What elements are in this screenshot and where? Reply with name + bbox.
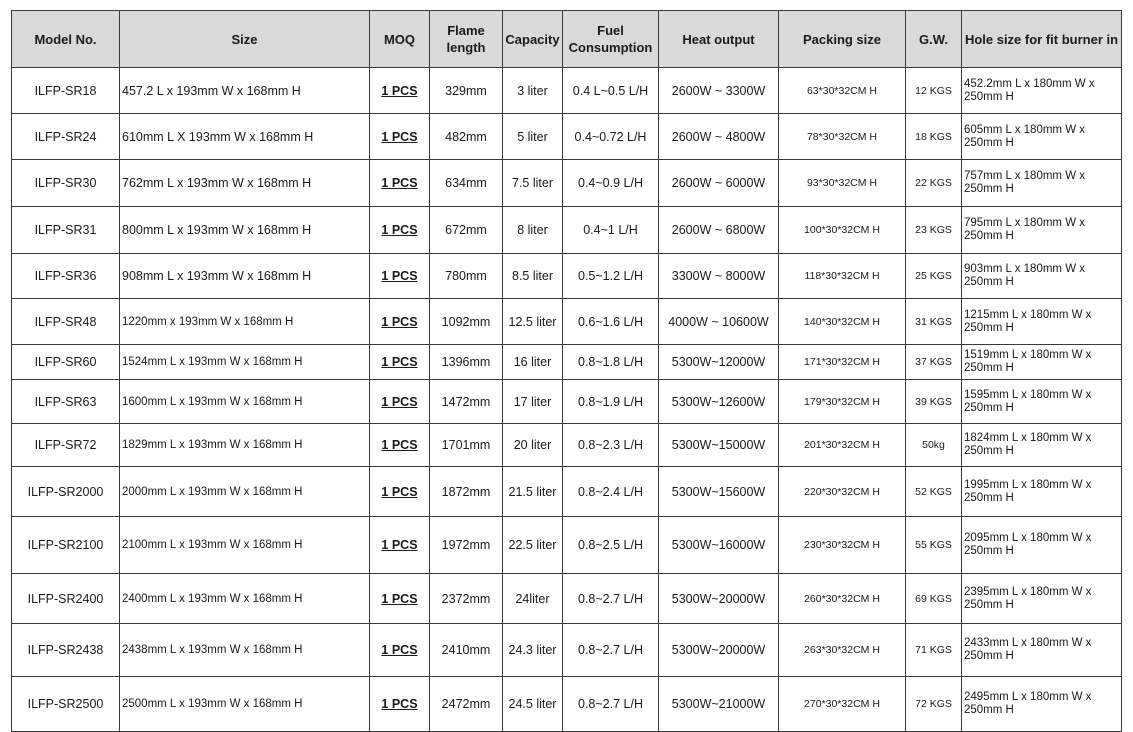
cell-capacity: 24.5 liter	[503, 677, 563, 732]
table-row	[12, 207, 1122, 254]
cell-flame-length: 672mm	[430, 207, 503, 254]
table-row	[12, 624, 1122, 677]
header-gw: G.W.	[906, 11, 962, 68]
table-row	[12, 424, 1122, 467]
cell-size: 1829mm L x 193mm W x 168mm H	[120, 424, 370, 467]
cell-model: ILFP-SR2100	[12, 517, 120, 574]
cell-heat-output: 5300W~21000W	[659, 677, 779, 732]
cell-fuel-consumption: 0.8~2.7 L/H	[563, 677, 659, 732]
cell-model: ILFP-SR48	[12, 299, 120, 345]
cell-flame-length: 1701mm	[430, 424, 503, 467]
cell-gw: 52 KGS	[906, 467, 962, 517]
header-hole-size: Hole size for fit burner in	[962, 11, 1122, 68]
cell-moq: 1 PCS	[370, 574, 430, 624]
cell-heat-output: 3300W ~ 8000W	[659, 254, 779, 299]
cell-heat-output: 2600W ~ 3300W	[659, 68, 779, 114]
cell-size: 610mm L X 193mm W x 168mm H	[120, 114, 370, 160]
cell-capacity: 5 liter	[503, 114, 563, 160]
cell-packing-size: 118*30*32CM H	[779, 254, 906, 299]
cell-size: 2100mm L x 193mm W x 168mm H	[120, 517, 370, 574]
cell-moq: 1 PCS	[370, 677, 430, 732]
cell-capacity: 24liter	[503, 574, 563, 624]
cell-hole-size: 2395mm L x 180mm W x 250mm H	[962, 574, 1122, 624]
cell-capacity: 16 liter	[503, 345, 563, 380]
cell-packing-size: 220*30*32CM H	[779, 467, 906, 517]
cell-model: ILFP-SR63	[12, 380, 120, 424]
cell-gw: 31 KGS	[906, 299, 962, 345]
header-fuel-consumption: Fuel Consumption	[563, 11, 659, 68]
cell-capacity: 24.3 liter	[503, 624, 563, 677]
cell-gw: 23 KGS	[906, 207, 962, 254]
cell-gw: 55 KGS	[906, 517, 962, 574]
header-size: Size	[120, 11, 370, 68]
cell-heat-output: 5300W~12000W	[659, 345, 779, 380]
cell-heat-output: 4000W ~ 10600W	[659, 299, 779, 345]
cell-fuel-consumption: 0.4 L~0.5 L/H	[563, 68, 659, 114]
cell-fuel-consumption: 0.8~2.3 L/H	[563, 424, 659, 467]
cell-hole-size: 1824mm L x 180mm W x 250mm H	[962, 424, 1122, 467]
cell-packing-size: 100*30*32CM H	[779, 207, 906, 254]
cell-moq: 1 PCS	[370, 299, 430, 345]
cell-model: ILFP-SR18	[12, 68, 120, 114]
header-packing-size: Packing size	[779, 11, 906, 68]
cell-flame-length: 2372mm	[430, 574, 503, 624]
cell-capacity: 17 liter	[503, 380, 563, 424]
header-model: Model No.	[12, 11, 120, 68]
cell-fuel-consumption: 0.4~0.72 L/H	[563, 114, 659, 160]
cell-size: 2400mm L x 193mm W x 168mm H	[120, 574, 370, 624]
cell-packing-size: 63*30*32CM H	[779, 68, 906, 114]
cell-fuel-consumption: 0.4~0.9 L/H	[563, 160, 659, 207]
cell-moq: 1 PCS	[370, 345, 430, 380]
cell-model: ILFP-SR24	[12, 114, 120, 160]
cell-size: 2000mm L x 193mm W x 168mm H	[120, 467, 370, 517]
cell-flame-length: 1472mm	[430, 380, 503, 424]
cell-heat-output: 5300W~20000W	[659, 624, 779, 677]
cell-flame-length: 780mm	[430, 254, 503, 299]
cell-capacity: 12.5 liter	[503, 299, 563, 345]
cell-heat-output: 5300W~20000W	[659, 574, 779, 624]
table-row	[12, 677, 1122, 732]
cell-capacity: 20 liter	[503, 424, 563, 467]
cell-moq: 1 PCS	[370, 624, 430, 677]
cell-heat-output: 2600W ~ 4800W	[659, 114, 779, 160]
cell-capacity: 8.5 liter	[503, 254, 563, 299]
header-heat-output: Heat output	[659, 11, 779, 68]
cell-packing-size: 230*30*32CM H	[779, 517, 906, 574]
header-row	[12, 11, 1122, 68]
cell-size: 1600mm L x 193mm W x 168mm H	[120, 380, 370, 424]
cell-gw: 71 KGS	[906, 624, 962, 677]
cell-fuel-consumption: 0.8~2.7 L/H	[563, 574, 659, 624]
cell-fuel-consumption: 0.8~2.7 L/H	[563, 624, 659, 677]
cell-hole-size: 2095mm L x 180mm W x 250mm H	[962, 517, 1122, 574]
cell-moq: 1 PCS	[370, 380, 430, 424]
cell-gw: 50kg	[906, 424, 962, 467]
cell-fuel-consumption: 0.5~1.2 L/H	[563, 254, 659, 299]
table-row	[12, 380, 1122, 424]
cell-capacity: 7.5 liter	[503, 160, 563, 207]
table-row	[12, 345, 1122, 380]
cell-size: 1524mm L x 193mm W x 168mm H	[120, 345, 370, 380]
table-row	[12, 254, 1122, 299]
cell-model: ILFP-SR2400	[12, 574, 120, 624]
cell-gw: 18 KGS	[906, 114, 962, 160]
cell-hole-size: 2495mm L x 180mm W x 250mm H	[962, 677, 1122, 732]
cell-fuel-consumption: 0.8~2.5 L/H	[563, 517, 659, 574]
cell-packing-size: 270*30*32CM H	[779, 677, 906, 732]
cell-model: ILFP-SR36	[12, 254, 120, 299]
cell-capacity: 8 liter	[503, 207, 563, 254]
cell-hole-size: 1519mm L x 180mm W x 250mm H	[962, 345, 1122, 380]
cell-heat-output: 2600W ~ 6000W	[659, 160, 779, 207]
cell-packing-size: 93*30*32CM H	[779, 160, 906, 207]
table-row	[12, 160, 1122, 207]
cell-flame-length: 2472mm	[430, 677, 503, 732]
cell-model: ILFP-SR2500	[12, 677, 120, 732]
cell-heat-output: 2600W ~ 6800W	[659, 207, 779, 254]
cell-heat-output: 5300W~12600W	[659, 380, 779, 424]
cell-size: 457.2 L x 193mm W x 168mm H	[120, 68, 370, 114]
cell-gw: 69 KGS	[906, 574, 962, 624]
cell-gw: 22 KGS	[906, 160, 962, 207]
cell-heat-output: 5300W~16000W	[659, 517, 779, 574]
cell-hole-size: 903mm L x 180mm W x 250mm H	[962, 254, 1122, 299]
cell-flame-length: 2410mm	[430, 624, 503, 677]
cell-moq: 1 PCS	[370, 114, 430, 160]
cell-hole-size: 2433mm L x 180mm W x 250mm H	[962, 624, 1122, 677]
cell-fuel-consumption: 0.4~1 L/H	[563, 207, 659, 254]
cell-fuel-consumption: 0.6~1.6 L/H	[563, 299, 659, 345]
cell-moq: 1 PCS	[370, 68, 430, 114]
cell-packing-size: 78*30*32CM H	[779, 114, 906, 160]
cell-moq: 1 PCS	[370, 160, 430, 207]
cell-moq: 1 PCS	[370, 424, 430, 467]
cell-packing-size: 260*30*32CM H	[779, 574, 906, 624]
cell-gw: 25 KGS	[906, 254, 962, 299]
table-row	[12, 467, 1122, 517]
cell-hole-size: 795mm L x 180mm W x 250mm H	[962, 207, 1122, 254]
cell-packing-size: 201*30*32CM H	[779, 424, 906, 467]
cell-flame-length: 1396mm	[430, 345, 503, 380]
cell-hole-size: 452.2mm L x 180mm W x 250mm H	[962, 68, 1122, 114]
cell-size: 908mm L x 193mm W x 168mm H	[120, 254, 370, 299]
table-row	[12, 574, 1122, 624]
cell-gw: 72 KGS	[906, 677, 962, 732]
cell-capacity: 22.5 liter	[503, 517, 563, 574]
cell-gw: 12 KGS	[906, 68, 962, 114]
cell-moq: 1 PCS	[370, 207, 430, 254]
cell-moq: 1 PCS	[370, 517, 430, 574]
cell-hole-size: 1215mm L x 180mm W x 250mm H	[962, 299, 1122, 345]
cell-fuel-consumption: 0.8~2.4 L/H	[563, 467, 659, 517]
cell-fuel-consumption: 0.8~1.8 L/H	[563, 345, 659, 380]
spec-table	[11, 10, 1122, 732]
cell-moq: 1 PCS	[370, 254, 430, 299]
cell-flame-length: 634mm	[430, 160, 503, 207]
table-row	[12, 68, 1122, 114]
table-row	[12, 114, 1122, 160]
cell-packing-size: 140*30*32CM H	[779, 299, 906, 345]
cell-flame-length: 329mm	[430, 68, 503, 114]
cell-size: 2500mm L x 193mm W x 168mm H	[120, 677, 370, 732]
cell-flame-length: 482mm	[430, 114, 503, 160]
cell-model: ILFP-SR2438	[12, 624, 120, 677]
cell-gw: 37 KGS	[906, 345, 962, 380]
cell-size: 800mm L x 193mm W x 168mm H	[120, 207, 370, 254]
cell-hole-size: 1995mm L x 180mm W x 250mm H	[962, 467, 1122, 517]
header-moq: MOQ	[370, 11, 430, 68]
cell-model: ILFP-SR30	[12, 160, 120, 207]
cell-gw: 39 KGS	[906, 380, 962, 424]
cell-flame-length: 1092mm	[430, 299, 503, 345]
cell-size: 762mm L x 193mm W x 168mm H	[120, 160, 370, 207]
cell-fuel-consumption: 0.8~1.9 L/H	[563, 380, 659, 424]
cell-hole-size: 1595mm L x 180mm W x 250mm H	[962, 380, 1122, 424]
cell-hole-size: 605mm L x 180mm W x 250mm H	[962, 114, 1122, 160]
cell-size: 1220mm x 193mm W x 168mm H	[120, 299, 370, 345]
cell-packing-size: 171*30*32CM H	[779, 345, 906, 380]
header-capacity: Capacity	[503, 11, 563, 68]
header-flame-length: Flame length	[430, 11, 503, 68]
cell-flame-length: 1872mm	[430, 467, 503, 517]
table-row	[12, 517, 1122, 574]
cell-flame-length: 1972mm	[430, 517, 503, 574]
cell-heat-output: 5300W~15000W	[659, 424, 779, 467]
cell-heat-output: 5300W~15600W	[659, 467, 779, 517]
cell-capacity: 21.5 liter	[503, 467, 563, 517]
table-row	[12, 299, 1122, 345]
cell-moq: 1 PCS	[370, 467, 430, 517]
cell-capacity: 3 liter	[503, 68, 563, 114]
cell-size: 2438mm L x 193mm W x 168mm H	[120, 624, 370, 677]
cell-packing-size: 263*30*32CM H	[779, 624, 906, 677]
cell-model: ILFP-SR31	[12, 207, 120, 254]
cell-model: ILFP-SR60	[12, 345, 120, 380]
cell-model: ILFP-SR2000	[12, 467, 120, 517]
cell-hole-size: 757mm L x 180mm W x 250mm H	[962, 160, 1122, 207]
cell-model: ILFP-SR72	[12, 424, 120, 467]
cell-packing-size: 179*30*32CM H	[779, 380, 906, 424]
